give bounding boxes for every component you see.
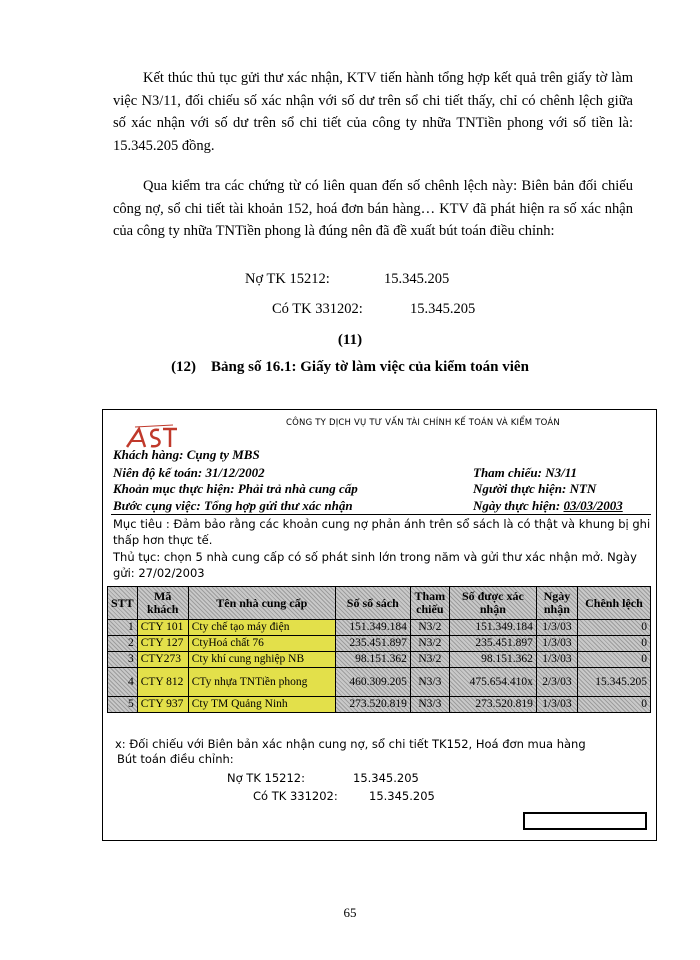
cell-stt: 2 bbox=[108, 636, 138, 652]
objective-text: Mục tiêu : Đảm bảo rằng các khoản cung nợ phản ánh trên sổ sách là có thật và khung bị ghi thấp hơn thực tế. bbox=[113, 517, 651, 547]
cell-chenh-lech: 0 bbox=[577, 652, 650, 668]
table-row bbox=[108, 697, 651, 713]
adj-credit-value: 15.345.205 bbox=[369, 789, 435, 803]
cell-tham-chieu: N3/2 bbox=[410, 636, 449, 652]
paragraph-2-text: Qua kiểm tra các chứng từ có liên quan đến số chênh lệch này: Biên bản đối chiếu công nợ, sổ chi tiết tài khoản 152, hoá đơn bán hàng… KTV đã phát hiện ra số xác nhận của công ty nhữa TNTiền phong là đúng nên đã đề xuất bút toán điều chỉnh: bbox=[113, 178, 633, 239]
page-number: 65 bbox=[343, 905, 357, 920]
col-ten-nha-cung-cap: Tên nhà cung cấp bbox=[188, 587, 335, 620]
client-value: Cụng ty MBS bbox=[186, 447, 260, 462]
cell-xac-nhan: 235.451.897 bbox=[449, 636, 536, 652]
company-name: CÔNG TY DỊCH VỤ TƯ VẤN TÀI CHÍNH KẾ TOÁN VÀ KIỂM TOÁN bbox=[286, 418, 560, 428]
footnote: x: Đối chiếu với Biên bản xác nhận cung nợ, sổ chi tiết TK152, Hoá đơn mua hàng bbox=[115, 737, 586, 751]
debit-value: 15.345.205 bbox=[384, 271, 450, 287]
adj-debit-value: 15.345.205 bbox=[353, 771, 419, 785]
cell-so-sach: 273.520.819 bbox=[335, 697, 410, 713]
figure-marker: (11) bbox=[337, 332, 363, 348]
year-value: 31/12/2002 bbox=[205, 465, 265, 480]
cell-so-sach: 235.451.897 bbox=[335, 636, 410, 652]
col-so-duoc-xac-nhan: Số được xác nhận bbox=[449, 587, 536, 620]
cell-tham-chieu: N3/3 bbox=[410, 697, 449, 713]
cell-ma-khach: CTY 127 bbox=[137, 636, 188, 652]
task-value: Tổng hợp gửi thư xác nhận bbox=[203, 498, 353, 513]
adjust-label: Bút toán điều chỉnh: bbox=[117, 752, 234, 766]
cell-ten: Cty chế tạo máy điện bbox=[188, 620, 335, 636]
cell-tham-chieu: N3/2 bbox=[410, 620, 449, 636]
cell-xac-nhan: 273.520.819 bbox=[449, 697, 536, 713]
working-paper bbox=[102, 409, 657, 841]
cell-stt: 5 bbox=[108, 697, 138, 713]
cell-ngay: 1/3/03 bbox=[536, 697, 577, 713]
table-row bbox=[108, 636, 651, 652]
cell-so-sach: 98.151.362 bbox=[335, 652, 410, 668]
date-label: Ngày thực hiện: bbox=[473, 498, 561, 513]
cell-chenh-lech: 15.345.205 bbox=[577, 668, 650, 697]
cell-chenh-lech: 0 bbox=[577, 620, 650, 636]
signature-box bbox=[523, 812, 647, 830]
ref-value: N3/11 bbox=[545, 465, 578, 480]
ref-line bbox=[473, 465, 577, 481]
cell-stt: 4 bbox=[108, 668, 138, 697]
cell-ma-khach: CTY273 bbox=[137, 652, 188, 668]
item-label: Khoản mục thực hiện: bbox=[113, 481, 235, 496]
year-label: Niên độ kế toán: bbox=[113, 465, 203, 480]
item-line bbox=[113, 481, 358, 497]
cell-ten: Cty TM Quảng Ninh bbox=[188, 697, 335, 713]
ref-label: Tham chiếu: bbox=[473, 465, 542, 480]
client-label: Khách hàng: bbox=[113, 447, 184, 462]
cell-ten: CTy nhựa TNTiền phong bbox=[188, 668, 335, 697]
cell-stt: 1 bbox=[108, 620, 138, 636]
cell-tham-chieu: N3/3 bbox=[410, 668, 449, 697]
credit-value: 15.345.205 bbox=[410, 301, 476, 317]
cell-tham-chieu: N3/2 bbox=[410, 652, 449, 668]
col-stt: STT bbox=[108, 587, 138, 620]
col-ma-khach: Mã khách bbox=[137, 587, 188, 620]
client-line bbox=[113, 447, 260, 463]
performer-value: NTN bbox=[569, 481, 597, 496]
cell-ngay: 1/3/03 bbox=[536, 652, 577, 668]
col-tham-chieu: Tham chiếu bbox=[410, 587, 449, 620]
cell-ngay: 1/3/03 bbox=[536, 636, 577, 652]
paragraph-1-text: Kết thúc thủ tục gửi thư xác nhận, KTV tiến hành tổng hợp kết quả trên giấy tờ làm việc N3/11, đối chiếu số xác nhận với số dư trên sổ chi tiết thấy, chỉ có chênh lệch giữa số xác nhận với số dư trên sổ chi tiết của công ty nhữa TNTiền phong với số tiền là: 15.345.205 đồng. bbox=[113, 70, 633, 154]
adj-debit-label: Nợ TK 15212: bbox=[227, 771, 305, 785]
cell-xac-nhan: 98.151.362 bbox=[449, 652, 536, 668]
date-line bbox=[473, 498, 623, 514]
cell-ma-khach: CTY 101 bbox=[137, 620, 188, 636]
table-row bbox=[108, 652, 651, 668]
cell-ten: Cty khí cung nghiệp NB bbox=[188, 652, 335, 668]
cell-so-sach: 460.309.205 bbox=[335, 668, 410, 697]
cell-chenh-lech: 0 bbox=[577, 697, 650, 713]
credit-label: Có TK 331202: bbox=[272, 301, 363, 317]
confirmation-table bbox=[107, 586, 651, 713]
paragraph-1 bbox=[113, 67, 633, 157]
cell-so-sach: 151.349.184 bbox=[335, 620, 410, 636]
cell-xac-nhan: 151.349.184 bbox=[449, 620, 536, 636]
performer-line bbox=[473, 481, 596, 497]
cell-ten: CtyHoá chất 76 bbox=[188, 636, 335, 652]
date-value: 03/03/2003 bbox=[563, 498, 623, 513]
table-caption: (12) Bảng số 16.1: Giấy tờ làm việc của kiểm toán viên bbox=[171, 359, 529, 375]
cell-chenh-lech: 0 bbox=[577, 636, 650, 652]
item-value: Phải trả nhà cung cấp bbox=[237, 481, 358, 496]
cell-xac-nhan: 475.654.410x bbox=[449, 668, 536, 697]
table-row bbox=[108, 620, 651, 636]
cell-ngay: 1/3/03 bbox=[536, 620, 577, 636]
paragraph-2 bbox=[113, 175, 633, 243]
year-line bbox=[113, 465, 265, 481]
procedure-text: Thủ tục: chọn 5 nhà cung cấp có số phát sinh lớn trong năm và gửi thư xác nhận mở. Ngày gửi: 27/02/2003 bbox=[113, 550, 637, 580]
task-line bbox=[113, 498, 353, 514]
table-header-row bbox=[108, 587, 651, 620]
performer-label: Người thực hiện: bbox=[473, 481, 567, 496]
table-row bbox=[108, 668, 651, 697]
header-divider bbox=[111, 514, 651, 515]
adj-credit-label: Có TK 331202: bbox=[253, 789, 338, 803]
cell-ma-khach: CTY 812 bbox=[137, 668, 188, 697]
task-label: Bước cụng việc: bbox=[113, 498, 201, 513]
cell-stt: 3 bbox=[108, 652, 138, 668]
col-chenh-lech: Chênh lệch bbox=[577, 587, 650, 620]
col-ngay-nhan: Ngày nhận bbox=[536, 587, 577, 620]
col-so-so-sach: Số sổ sách bbox=[335, 587, 410, 620]
cell-ngay: 2/3/03 bbox=[536, 668, 577, 697]
debit-label: Nợ TK 15212: bbox=[245, 271, 330, 287]
cell-ma-khach: CTY 937 bbox=[137, 697, 188, 713]
